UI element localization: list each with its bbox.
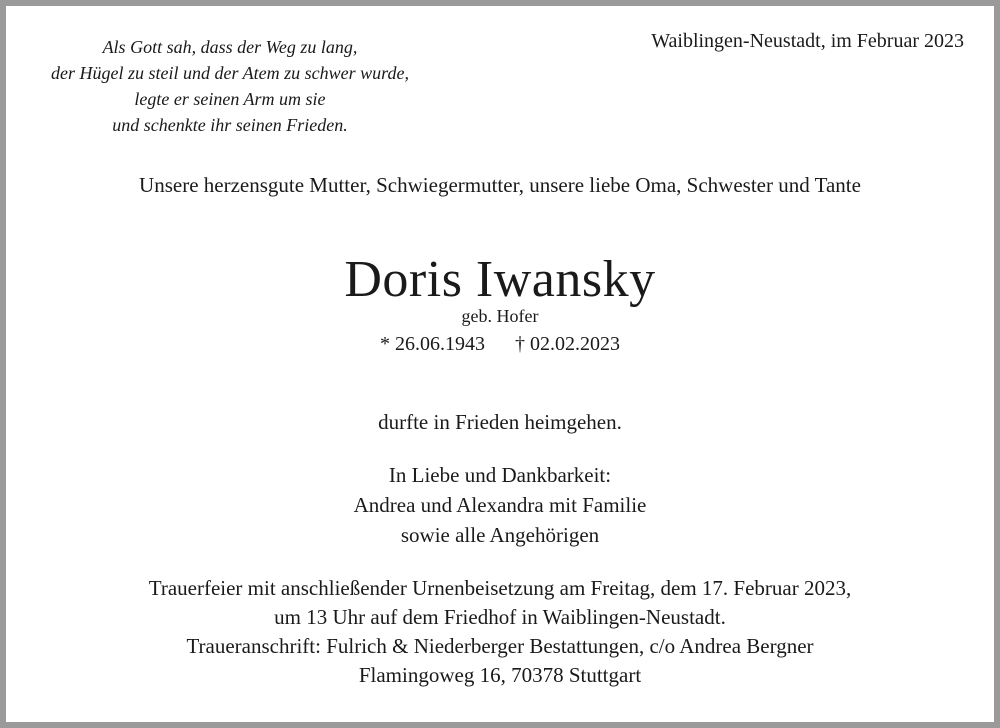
poem-line: und schenkte ihr seinen Frieden. (112, 115, 348, 135)
mourners-line: In Liebe und Dankbarkeit: (388, 463, 612, 487)
poem-line: der Hügel zu steil und der Atem zu schwer wurde, (51, 63, 409, 83)
service-line: um 13 Uhr auf dem Friedhof in Waiblingen-Neustadt. (274, 605, 726, 629)
birth-date: * 26.06.1943 (380, 333, 485, 355)
service-line: Flamingoweg 16, 70378 Stuttgart (358, 663, 642, 687)
passed-text: durfte in Frieden heimgehen. (378, 410, 622, 434)
poem-line: legte er seinen Arm um sie (134, 89, 326, 109)
death-date: † 02.02.2023 (515, 333, 620, 355)
service-line: Trauerfeier mit anschließender Urnenbeisetzung am Freitag, dem 17. Februar 2023, (148, 576, 852, 600)
poem (20, 34, 440, 138)
deceased-name: Doris Iwansky (344, 251, 656, 308)
life-dates (0, 333, 1000, 356)
mourners (0, 460, 1000, 550)
maiden-name: geb. Hofer (461, 306, 539, 326)
service-info (0, 574, 1000, 690)
mourners-line: Andrea und Alexandra mit Familie (353, 493, 647, 517)
intro-text: Unsere herzensgute Mutter, Schwiegermutter, unsere liebe Oma, Schwester und Tante (139, 173, 861, 197)
place-date: Waiblingen-Neustadt, im Februar 2023 (651, 30, 964, 52)
mourners-line: sowie alle Angehörigen (400, 523, 600, 547)
service-line: Traueranschrift: Fulrich & Niederberger Bestattungen, c/o Andrea Bergner (186, 634, 814, 658)
poem-line: Als Gott sah, dass der Weg zu lang, (102, 37, 358, 57)
